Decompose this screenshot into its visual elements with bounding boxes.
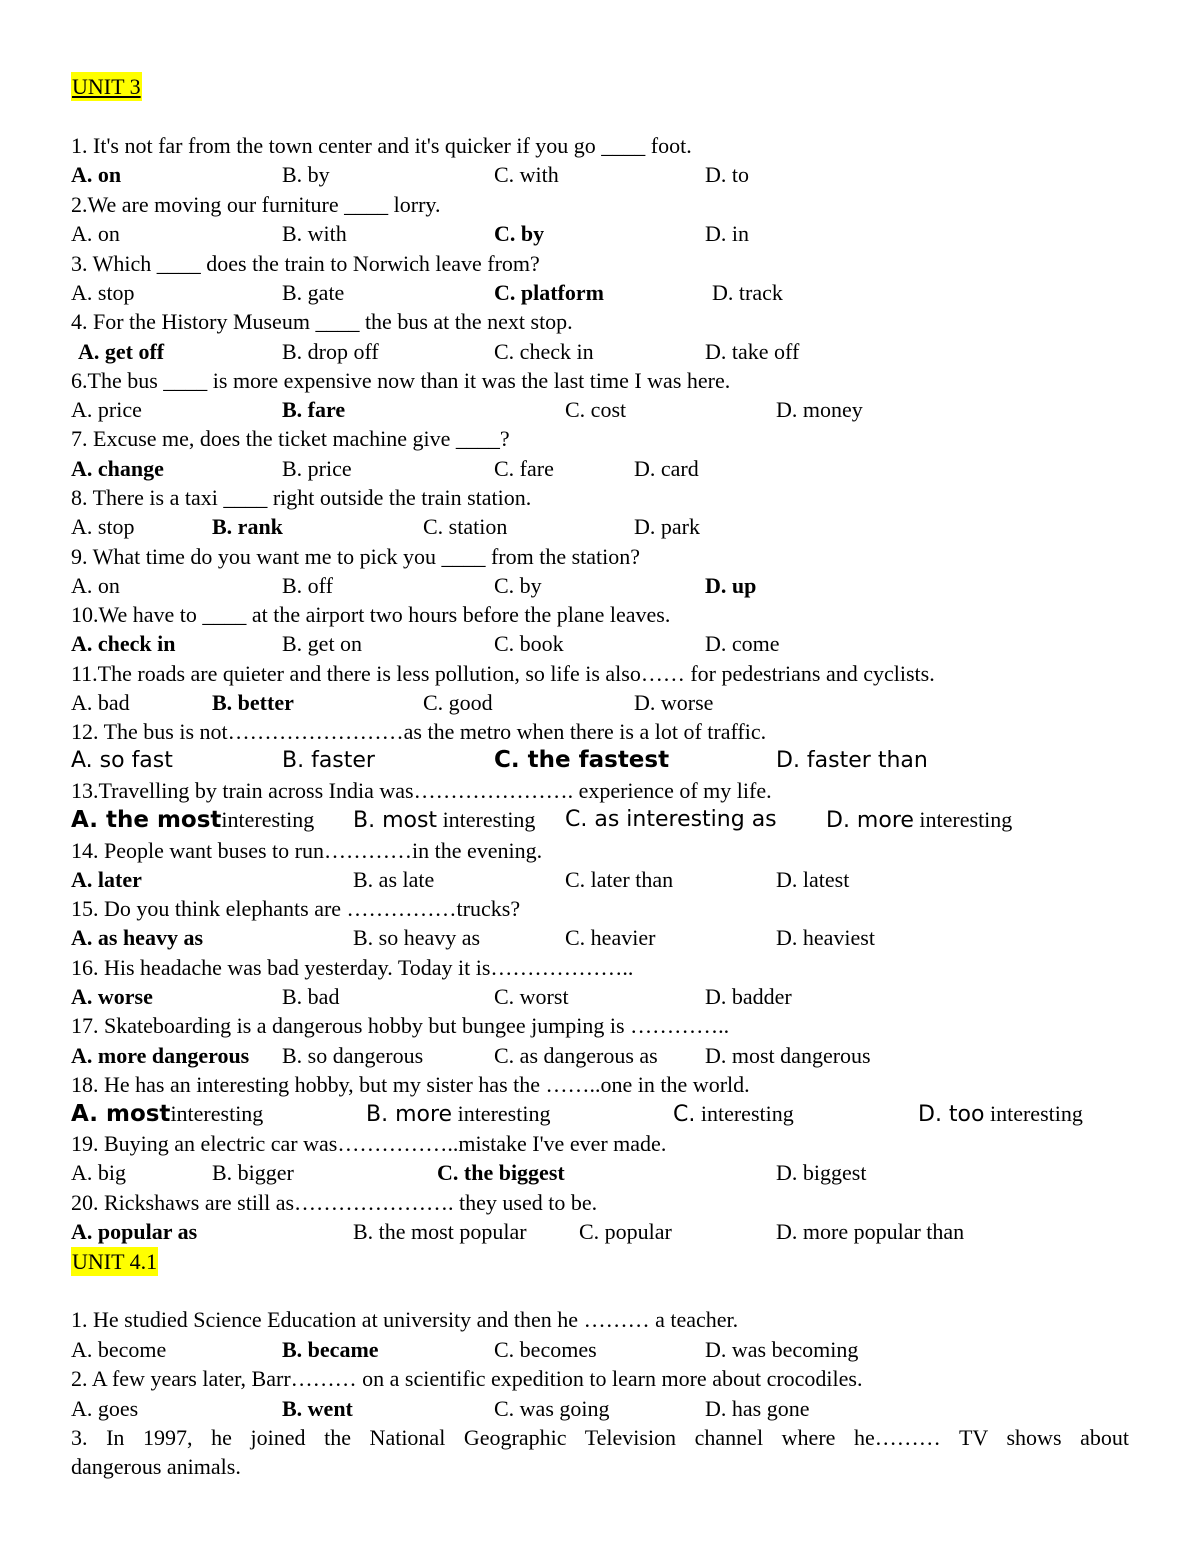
option-c: C. cost xyxy=(565,397,627,422)
question-15-options xyxy=(0,923,1200,952)
question-7-options xyxy=(0,454,1200,483)
question-6-options xyxy=(0,395,1200,424)
option-c: C. the fastest xyxy=(494,747,670,773)
option-b-label: B. most xyxy=(353,808,438,833)
question-12-stem xyxy=(0,717,1200,746)
option-c xyxy=(673,1099,794,1129)
option-d: D. come xyxy=(705,631,780,656)
option-c: C. the biggest xyxy=(437,1160,565,1185)
question-10-stem xyxy=(0,600,1200,629)
option-d: D. biggest xyxy=(776,1160,867,1185)
option-b: B. price xyxy=(282,456,352,481)
question-8-options xyxy=(0,512,1200,541)
option-b: B. better xyxy=(212,690,294,715)
option-b: B. went xyxy=(282,1396,353,1421)
option-d: D. most dangerous xyxy=(705,1043,871,1068)
question-13-stem xyxy=(0,776,1200,805)
question-20-options xyxy=(0,1217,1200,1246)
option-b-word: interesting xyxy=(442,807,536,832)
option-a-label: A. most xyxy=(71,1101,171,1127)
option-a: A. bad xyxy=(71,690,130,715)
option-b: B. faster xyxy=(282,748,375,773)
option-b: B. gate xyxy=(282,280,345,305)
option-a: A. goes xyxy=(71,1396,139,1421)
option-d: D. to xyxy=(705,162,749,187)
question-11-stem xyxy=(0,659,1200,688)
option-a: A. stop xyxy=(71,280,135,305)
question-text: 15. Do you think elephants are ……………trucks? xyxy=(71,896,521,921)
option-b: B. as late xyxy=(353,867,435,892)
option-b: B. became xyxy=(282,1337,379,1362)
option-c: C. popular xyxy=(579,1219,672,1244)
unit41-question-3-stem-line-2 xyxy=(0,1452,1200,1481)
option-d: D. has gone xyxy=(705,1396,810,1421)
question-text: 20. Rickshaws are still as…………………. they used to be. xyxy=(71,1190,598,1215)
question-18-options xyxy=(0,1099,1200,1128)
option-b: B. bad xyxy=(282,984,340,1009)
option-a: A. big xyxy=(71,1160,126,1185)
option-a: A. become xyxy=(71,1337,167,1362)
option-b xyxy=(353,805,535,835)
option-a: A. stop xyxy=(71,514,135,539)
question-16-options xyxy=(0,982,1200,1011)
question-text: 14. People want buses to run…………in the evening. xyxy=(71,838,543,863)
option-d: D. latest xyxy=(776,867,850,892)
option-a: A. on xyxy=(71,162,122,187)
option-b-label: B. more xyxy=(366,1102,453,1127)
question-text: 18. He has an interesting hobby, but my sister has the ……..one in the world. xyxy=(71,1072,750,1097)
question-10-options xyxy=(0,629,1200,658)
question-text: 1. He studied Science Education at university and then he ……… a teacher. xyxy=(71,1307,739,1332)
question-2-options xyxy=(0,219,1200,248)
unit41-question-2-stem xyxy=(0,1364,1200,1393)
option-c: C. station xyxy=(423,514,508,539)
option-c: C. book xyxy=(494,631,564,656)
question-text: 6.The bus ____ is more expensive now than it was the last time I was here. xyxy=(71,368,731,393)
option-b: B. drop off xyxy=(282,339,379,364)
question-6-stem xyxy=(0,366,1200,395)
option-a: A. more dangerous xyxy=(71,1043,250,1068)
option-c: C. worst xyxy=(494,984,569,1009)
question-12-options xyxy=(0,746,1200,775)
option-c-word: interesting xyxy=(700,1101,794,1126)
question-20-stem xyxy=(0,1188,1200,1217)
question-text: 16. His headache was bad yesterday. Today it is……………….. xyxy=(71,955,634,980)
option-b xyxy=(366,1099,550,1129)
option-c: C. by xyxy=(494,573,542,598)
option-d: D. card xyxy=(634,456,699,481)
question-text: 12. The bus is not……………………as the metro when there is a lot of traffic. xyxy=(71,719,767,744)
option-a: A. popular as xyxy=(71,1219,198,1244)
option-b: B. bigger xyxy=(212,1160,294,1185)
unit-4-1-heading-line xyxy=(0,1247,1200,1276)
question-text: 19. Buying an electric car was……………..mistake I've ever made. xyxy=(71,1131,667,1156)
question-text-continued: dangerous animals. xyxy=(71,1454,241,1479)
question-13-options xyxy=(0,805,1200,834)
option-d: D. up xyxy=(705,573,757,598)
option-d-label: D. too xyxy=(918,1102,985,1127)
option-b: B. so dangerous xyxy=(282,1043,424,1068)
option-d: D. faster than xyxy=(776,748,928,773)
option-a xyxy=(71,1099,263,1129)
option-b: B. off xyxy=(282,573,333,598)
option-a: A. price xyxy=(71,397,142,422)
option-c: C. heavier xyxy=(565,925,656,950)
option-c: C. as dangerous as xyxy=(494,1043,658,1068)
option-a: A. get off xyxy=(78,339,165,364)
question-text: 2. A few years later, Barr……… on a scientific expedition to learn more about crocodiles. xyxy=(71,1366,863,1391)
option-c: C. was going xyxy=(494,1396,610,1421)
unit-3-heading: UNIT 3 xyxy=(72,74,141,99)
question-text: 10.We have to ____ at the airport two hours before the plane leaves. xyxy=(71,602,671,627)
option-a: A. so fast xyxy=(71,748,173,773)
question-text: 2.We are moving our furniture ____ lorry. xyxy=(71,192,441,217)
question-1-stem xyxy=(0,131,1200,160)
question-1-options xyxy=(0,160,1200,189)
option-d-label: D. more xyxy=(826,808,914,833)
question-3-options xyxy=(0,278,1200,307)
option-d: D. in xyxy=(705,221,749,246)
option-a: A. change xyxy=(71,456,164,481)
question-9-options xyxy=(0,571,1200,600)
option-c: C. by xyxy=(494,221,545,246)
option-b: B. get on xyxy=(282,631,363,656)
unit41-question-1-stem xyxy=(0,1305,1200,1334)
question-19-options xyxy=(0,1158,1200,1187)
option-c: C. as interesting as xyxy=(565,807,777,832)
option-a xyxy=(71,805,314,835)
question-14-options xyxy=(0,865,1200,894)
question-4-options xyxy=(0,337,1200,366)
question-8-stem xyxy=(0,483,1200,512)
question-text: 4. For the History Museum ____ the bus at the next stop. xyxy=(71,309,573,334)
question-text: 7. Excuse me, does the ticket machine give ____? xyxy=(71,426,510,451)
unit41-question-2-options xyxy=(0,1394,1200,1423)
option-d: D. track xyxy=(712,280,783,305)
option-d: D. park xyxy=(634,514,700,539)
option-a: A. later xyxy=(71,867,142,892)
option-a: A. as heavy as xyxy=(71,925,204,950)
option-d: D. take off xyxy=(705,339,800,364)
option-d: D. more popular than xyxy=(776,1219,965,1244)
option-c: C. platform xyxy=(494,280,604,305)
unit-3-heading-line xyxy=(0,72,1200,101)
question-17-stem xyxy=(0,1011,1200,1040)
option-b: B. by xyxy=(282,162,330,187)
option-b: B. with xyxy=(282,221,347,246)
option-a: A. on xyxy=(71,573,120,598)
option-d-word: interesting xyxy=(989,1101,1083,1126)
option-d: D. was becoming xyxy=(705,1337,859,1362)
option-c: C. good xyxy=(423,690,493,715)
option-c: C. becomes xyxy=(494,1337,597,1362)
unit41-question-3-stem-line-1 xyxy=(0,1423,1200,1452)
option-b: B. so heavy as xyxy=(353,925,481,950)
unit41-question-1-options xyxy=(0,1335,1200,1364)
option-d: D. worse xyxy=(634,690,714,715)
option-d: D. money xyxy=(776,397,863,422)
question-11-options xyxy=(0,688,1200,717)
option-a: A. worse xyxy=(71,984,153,1009)
question-text: 9. What time do you want me to pick you ____ from the station? xyxy=(71,544,641,569)
question-text: 3. Which ____ does the train to Norwich leave from? xyxy=(71,251,540,276)
question-4-stem xyxy=(0,307,1200,336)
option-b: B. rank xyxy=(212,514,283,539)
question-text: 13.Travelling by train across India was…………………. experience of my life. xyxy=(71,778,772,803)
question-text: 17. Skateboarding is a dangerous hobby but bungee jumping is ………….. xyxy=(71,1013,730,1038)
option-c: C. later than xyxy=(565,867,674,892)
question-14-stem xyxy=(0,836,1200,865)
option-a-word: interesting xyxy=(170,1101,264,1126)
question-text: 3. In 1997, he joined the National Geographic Television channel where he……… TV shows about xyxy=(71,1425,1129,1450)
question-18-stem xyxy=(0,1070,1200,1099)
question-text: 11.The roads are quieter and there is less pollution, so life is also…… for pedestrians and cyclists. xyxy=(71,661,935,686)
option-d: D. badder xyxy=(705,984,792,1009)
question-text: 8. There is a taxi ____ right outside the train station. xyxy=(71,485,532,510)
option-d: D. heaviest xyxy=(776,925,875,950)
option-c: C. check in xyxy=(494,339,594,364)
option-b: B. fare xyxy=(282,397,346,422)
option-c: C. with xyxy=(494,162,559,187)
option-b: B. the most popular xyxy=(353,1219,527,1244)
option-b-word: interesting xyxy=(457,1101,551,1126)
option-a-label: A. the most xyxy=(71,807,222,833)
option-c: C. fare xyxy=(494,456,554,481)
unit-4-1-heading: UNIT 4.1 xyxy=(72,1249,158,1274)
option-a-word: interesting xyxy=(221,807,315,832)
option-a: A. on xyxy=(71,221,120,246)
question-9-stem xyxy=(0,542,1200,571)
option-d xyxy=(826,805,1012,835)
question-3-stem xyxy=(0,249,1200,278)
question-17-options xyxy=(0,1041,1200,1070)
question-19-stem xyxy=(0,1129,1200,1158)
option-d-word: interesting xyxy=(919,807,1013,832)
question-2-stem xyxy=(0,190,1200,219)
option-c-label: C. xyxy=(673,1102,696,1127)
question-16-stem xyxy=(0,953,1200,982)
question-7-stem xyxy=(0,424,1200,453)
option-d xyxy=(918,1099,1083,1129)
question-text: 1. It's not far from the town center and it's quicker if you go ____ foot. xyxy=(71,133,692,158)
option-a: A. check in xyxy=(71,631,176,656)
question-15-stem xyxy=(0,894,1200,923)
